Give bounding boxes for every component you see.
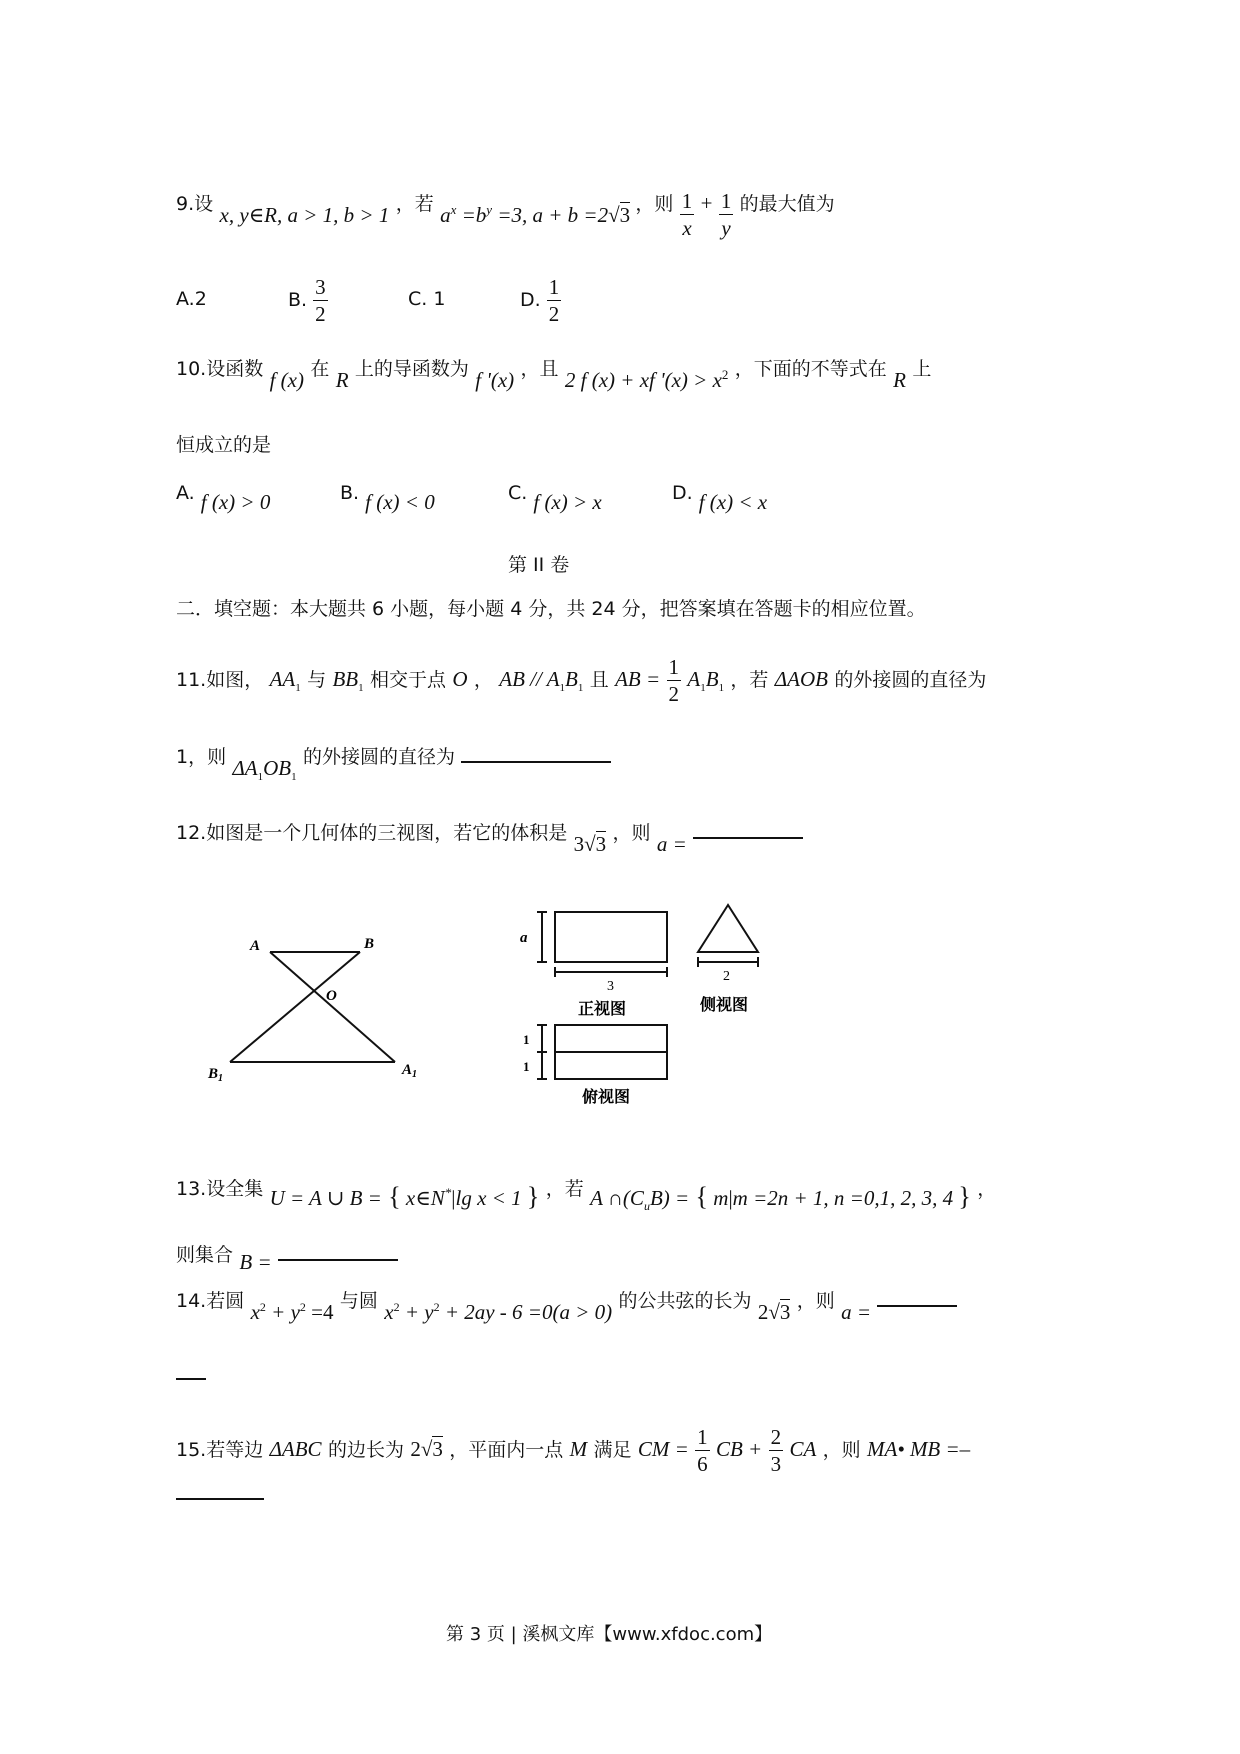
q11-prefix: 11.如图， <box>176 669 264 691</box>
top-view-label: 俯视图 <box>582 1087 631 1106</box>
q13-set1: { x∈N*|lg x < 1 } <box>388 1182 540 1211</box>
q9-frac1: $\frac{1}{x}$ <box>681 189 693 240</box>
q11-BB1: $BB_1$ <box>332 667 364 695</box>
q15-t2: ，平面内一点 <box>449 1439 564 1461</box>
q10-prefix: 10.设函数 <box>176 358 264 380</box>
q13-prefix: 13.设全集 <box>176 1178 264 1200</box>
q11-half: $\frac{1}{2}$ <box>668 655 680 706</box>
q10-t2: 上的导函数为 <box>354 358 469 380</box>
q9-line <box>176 178 835 240</box>
top-view <box>537 1025 667 1079</box>
q10-t1: 在 <box>310 358 330 380</box>
q13-line2-prefix: 则集合 <box>176 1244 234 1266</box>
q10-option-a: A. f (x) > 0 <box>176 482 271 514</box>
q13-line2 <box>176 1240 398 1274</box>
section-instruction: 二．填空题：本大题共 6 小题，每小题 4 分，共 24 分，把答案填在答题卡的相应位置。 <box>176 598 926 620</box>
q11-tri2: $\Delta A_1OB_1$ <box>232 756 297 784</box>
q14-answer-blank-1[interactable] <box>877 1295 957 1307</box>
q11-AA1: $AA_1$ <box>269 667 301 695</box>
front-view-width: 3 <box>607 979 614 994</box>
q11-eq: AB = <box>615 667 661 691</box>
label-B: B <box>364 936 375 952</box>
q10-t5: 上 <box>912 358 932 380</box>
q9-cond2: $a^x =b^y =3$, a + b =2√3 <box>440 202 631 227</box>
q9-frac2: $\frac{1}{y}$ <box>720 189 732 240</box>
q12-answer-blank[interactable] <box>693 827 803 839</box>
q11-t2: 相交于点 <box>369 669 446 691</box>
q11-t1: 与 <box>307 669 327 691</box>
q15-dot-product: MA• MB =– <box>867 1437 971 1461</box>
q15-line1 <box>176 1424 970 1477</box>
q15-M: M <box>569 1437 588 1461</box>
side-view-width: 2 <box>723 969 730 984</box>
q15-t3: 满足 <box>593 1439 632 1461</box>
q11-t5: ，若 <box>730 669 769 691</box>
q15-answer-blank[interactable] <box>176 1492 264 1500</box>
q13-t1: ，若 <box>545 1178 584 1200</box>
q14-line1 <box>176 1286 957 1324</box>
q13-U: U = A ∪ B = <box>269 1186 382 1210</box>
q11-t3: ， <box>473 669 493 691</box>
q15-CA: CA <box>789 1437 817 1461</box>
q15-tri: ΔABC <box>269 1437 322 1461</box>
q10-option-d: D. f (x) < x <box>672 482 768 514</box>
label-A1: $A_1$ <box>402 1062 418 1080</box>
q10-line1 <box>176 354 932 392</box>
side-view <box>698 905 758 967</box>
q14-prefix: 14.若圆 <box>176 1290 245 1312</box>
q14-t3: ，则 <box>796 1290 835 1312</box>
q15-t1: 的边长为 <box>327 1439 404 1461</box>
q13-answer-blank[interactable] <box>278 1247 398 1261</box>
q12-prefix: 12.如图是一个几何体的三视图，若它的体积是 <box>176 822 568 844</box>
q14-length: 2√3 <box>757 1300 791 1324</box>
q15-length: 2√3 <box>410 1437 443 1461</box>
q11-eq2: $A_1B_1$ <box>687 667 725 695</box>
front-view-label: 正视图 <box>578 999 627 1018</box>
q9-sep1: ，若 <box>395 193 434 215</box>
side-view-label: 侧视图 <box>700 995 749 1014</box>
q10-option-c: C. f (x) > x <box>508 482 602 514</box>
q13-set2: { m|m =2n + 1, n =0,1, 2, 3, 4 } <box>695 1182 971 1211</box>
q14-answer-blank-2[interactable] <box>176 1372 206 1380</box>
q11-O: O <box>452 667 468 691</box>
q12-a: a = <box>656 832 687 856</box>
q15-frac1: $\frac{1}{6}$ <box>697 1425 708 1476</box>
q15-t4: ，则 <box>822 1439 861 1461</box>
hourglass-diagram <box>230 952 395 1062</box>
top-view-h2: 1 <box>523 1059 530 1074</box>
q10-f1: f (x) <box>269 368 304 392</box>
q9-option-b: B. $\frac{3}{2}$ <box>288 275 326 326</box>
q13-B: B = <box>239 1250 272 1274</box>
label-O: O <box>326 988 337 1004</box>
q9-prefix: 9.设 <box>176 193 214 215</box>
top-view-h1: 1 <box>523 1032 530 1047</box>
q11-line2 <box>176 742 611 784</box>
q11-line1 <box>176 654 986 707</box>
q10-ineq: 2 f (x) + xf '$(x) > x^2$ <box>564 367 729 392</box>
q9-plus: + <box>700 191 713 215</box>
q13-line1 <box>176 1172 997 1214</box>
q9-option-a: A.2 <box>176 288 207 310</box>
q9-cond1: x, y∈R, a > 1, b > 1 <box>219 203 390 227</box>
page-footer: 第 3 页 | 溪枫文库【www.xfdoc.com】 <box>446 1624 773 1645</box>
q10-option-b: B. f (x) < 0 <box>340 482 435 514</box>
q10-R1: R <box>335 368 349 392</box>
label-B1: $B_1$ <box>208 1066 224 1084</box>
q12-t1: ，则 <box>612 822 651 844</box>
q13-t2: ， <box>977 1178 997 1200</box>
q11-t6: 的外接圆的直径为 <box>834 669 987 691</box>
q11-answer-blank[interactable] <box>461 743 611 763</box>
q10-t3: ，且 <box>520 358 559 380</box>
q10-line2: 恒成立的是 <box>176 434 272 456</box>
q14-circle1: $x^2 + y^2 =4$ <box>250 1300 334 1324</box>
q9-sep2: ，则 <box>635 193 674 215</box>
q12-line <box>176 818 803 856</box>
q15-frac2: $\frac{2}{3}$ <box>770 1425 782 1476</box>
q10-t4: ，下面的不等式在 <box>734 358 887 380</box>
q9-suffix: 的最大值为 <box>739 193 835 215</box>
q11-line2-prefix: 1，则 <box>176 746 227 768</box>
q10-f2: f '(x) <box>475 368 515 392</box>
q12-volume: 3√3 <box>573 832 607 856</box>
q14-circle2: $x^2 + y^2 + 2ay - 6 =0(a > 0)$ <box>384 1300 613 1324</box>
q14-t1: 与圆 <box>339 1290 378 1312</box>
q9-option-c: C. 1 <box>408 288 446 310</box>
q9-option-d: D. $\frac{1}{2}$ <box>520 275 560 326</box>
q15-prefix: 15.若等边 <box>176 1439 264 1461</box>
q13-expr: A $\cap(C_uB)$ = <box>590 1186 690 1214</box>
label-A: A <box>250 938 261 954</box>
q14-t2: 的公共弦的长为 <box>618 1290 752 1312</box>
q15-CB: CB + <box>715 1437 763 1461</box>
q15-CM: CM = <box>637 1437 689 1461</box>
front-view <box>537 912 667 977</box>
q11-t4: 且 <box>589 669 609 691</box>
front-view-a: a <box>520 930 528 946</box>
q11-tri: ΔAOB <box>774 667 828 691</box>
q14-a: a = <box>841 1300 872 1324</box>
q11-figure <box>180 890 820 1110</box>
q11-line2-suffix: 的外接圆的直径为 <box>302 746 455 768</box>
q10-R2: R <box>893 368 906 392</box>
q11-par: AB // $A_1B_1$ <box>499 667 584 695</box>
section-title: 第 II 卷 <box>508 554 570 576</box>
